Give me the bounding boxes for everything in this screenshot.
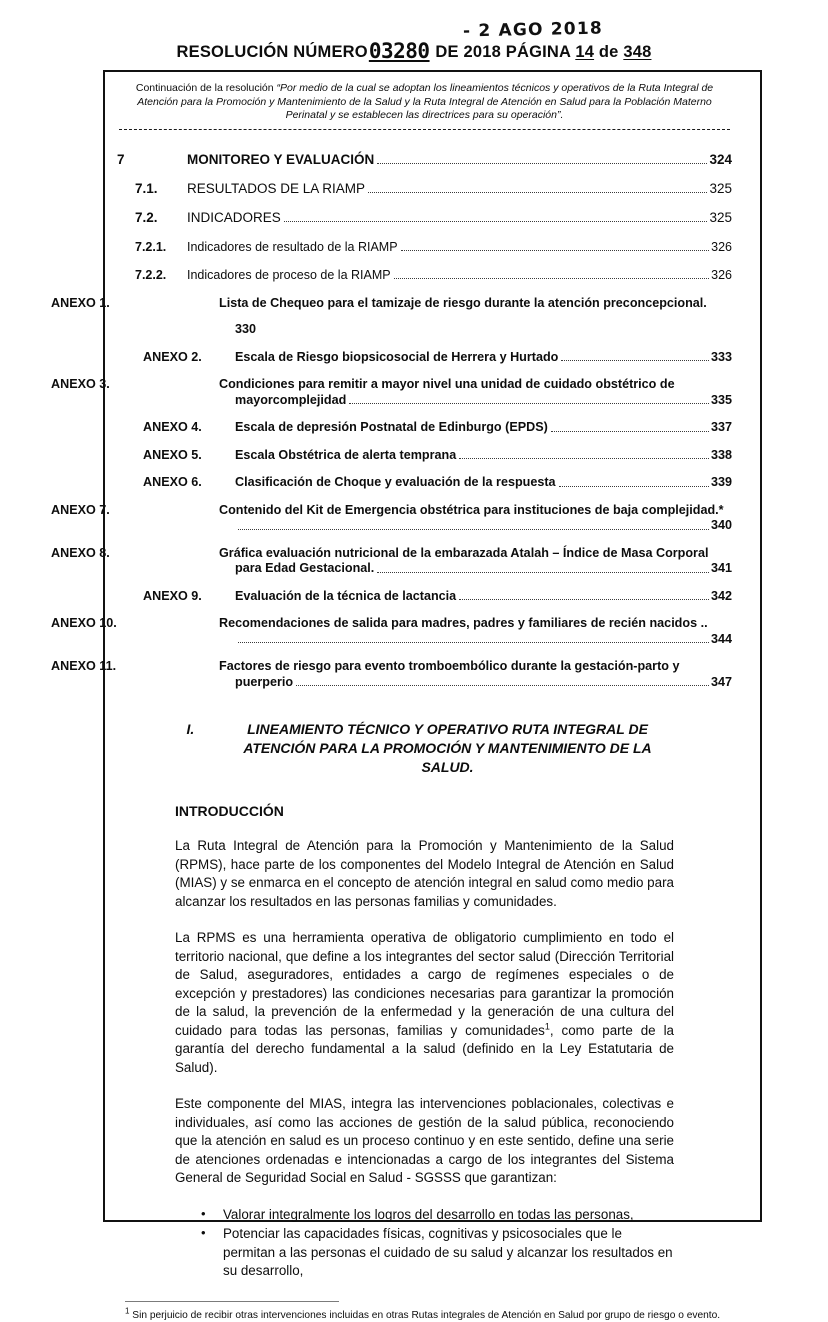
annex-continuation-line <box>117 631 732 648</box>
list-item: • Valorar integralmente los logros del desarrollo en todas las personas, <box>175 1206 674 1225</box>
annex-continuation-line <box>117 517 732 534</box>
toc-number: 7.2.2. <box>135 267 187 283</box>
page-border-frame <box>103 70 762 1222</box>
body-paragraph-with-footnote <box>175 929 674 1077</box>
annex-label: ANEXO 9. <box>143 588 235 605</box>
dashed-separator <box>119 129 730 130</box>
toc-annex-entry[interactable] <box>117 295 732 312</box>
footnote-number: 1 <box>125 1306 129 1315</box>
continuation-note <box>117 80 732 123</box>
toc-page-number: 330 <box>235 322 256 336</box>
toc-number: 7.1. <box>135 181 187 197</box>
page-of-label: de <box>599 43 619 61</box>
annex-label: ANEXO 2. <box>143 349 235 366</box>
toc-page-number: 324 <box>709 152 732 168</box>
resolution-middle: DE 2018 PÁGINA <box>435 43 570 61</box>
toc-title: MONITOREO Y EVALUACIÓN <box>187 152 374 168</box>
toc-number: 7.2. <box>135 210 187 226</box>
footnote <box>125 1309 724 1322</box>
toc-title: RESULTADOS DE LA RIAMP <box>187 181 365 197</box>
toc-page-number: 342 <box>711 588 732 605</box>
resolution-prefix: RESOLUCIÓN NÚMERO <box>177 43 368 61</box>
toc-leader-dots <box>551 431 709 432</box>
footnote-text: Sin perjuicio de recibir otras intervenciones incluidas en otras Rutas integrales de Atención en Salud por grupo de riesgo o evento. <box>129 1310 720 1321</box>
annex-continuation-line <box>117 392 732 409</box>
toc-title: Indicadores de proceso de la RIAMP <box>187 267 391 283</box>
continuation-lead: Continuación de la resolución <box>136 82 277 94</box>
annex-label: ANEXO 11. <box>143 658 219 675</box>
toc-leader-dots <box>296 685 709 686</box>
toc-annex-entry[interactable] <box>117 474 732 491</box>
annex-label: ANEXO 3. <box>143 376 219 393</box>
table-of-contents <box>117 152 732 691</box>
date-stamp: - 2 AGO 2018 <box>463 19 603 42</box>
toc-leader-dots <box>238 642 709 643</box>
body-paragraph: Este componente del MIAS, integra las intervenciones poblacionales, colectivas e individuales, así como las acciones de gestión de la salud pública, reconociendo que la atención en salud es un proceso continuo y en este sentido, define una serie de atenciones ordenadas e intencionadas a cargo de los integrantes del Sistema General de Seguridad Social en Salud - SGSSS que garantizan: <box>175 1095 674 1188</box>
toc-page-number: 335 <box>711 392 732 409</box>
toc-title: Indicadores de resultado de la RIAMP <box>187 239 398 255</box>
annex-label: ANEXO 4. <box>143 419 235 436</box>
toc-entry[interactable] <box>117 152 732 168</box>
annex-title: Recomendaciones de salida para madres, padres y familiares de recién nacidos .. <box>219 616 708 630</box>
toc-annex-entry[interactable] <box>117 588 732 605</box>
toc-page-number: 333 <box>711 349 732 366</box>
annex-label: ANEXO 7. <box>143 502 219 519</box>
page-number: 14 <box>575 43 594 61</box>
annex-title-line2: puerperio <box>235 674 293 691</box>
annex-continuation-line <box>117 560 732 577</box>
annex-label: ANEXO 6. <box>143 474 235 491</box>
toc-page-number: 341 <box>711 560 732 577</box>
footnote-separator <box>125 1301 339 1302</box>
toc-page-number: 325 <box>709 181 732 197</box>
annex-title: Gráfica evaluación nutricional de la embarazada Atalah – Índice de Masa Corporal <box>219 546 708 560</box>
annex-title: Escala de Riesgo biopsicosocial de Herrera y Hurtado <box>235 349 558 366</box>
total-pages: 348 <box>623 43 651 61</box>
page-content <box>117 80 732 1216</box>
annex-title: Lista de Chequeo para el tamizaje de riesgo durante la atención preconcepcional. <box>219 296 707 310</box>
toc-annex-entry[interactable] <box>117 349 732 366</box>
annex-label: ANEXO 1. <box>143 295 219 312</box>
toc-annex-entry[interactable] <box>117 658 732 675</box>
toc-page-number: 325 <box>709 210 732 226</box>
toc-leader-dots <box>401 250 710 251</box>
toc-leader-dots <box>377 572 709 573</box>
resolution-number-stamp: 03280 <box>369 39 430 63</box>
section-numeral: I. <box>187 720 233 777</box>
section-heading <box>117 720 732 777</box>
toc-leader-dots <box>238 529 709 530</box>
toc-page-number: 326 <box>711 267 732 283</box>
body-paragraph: La Ruta Integral de Atención para la Promoción y Mantenimiento de la Salud (RPMS), hace parte de los componentes del Modelo Integral de Atención en Salud (MIAS) y se enmarca en el concepto de atención integral en salud como medio para alcanzar los resultados en las personas familias y comunidades. <box>175 837 674 911</box>
annex-title: Escala Obstétrica de alerta temprana <box>235 447 456 464</box>
toc-number: 7 <box>117 152 187 168</box>
toc-annex-entry[interactable] <box>117 545 732 562</box>
annex-title: Evaluación de la técnica de lactancia <box>235 588 456 605</box>
document-header <box>0 0 828 70</box>
toc-leader-dots <box>561 360 709 361</box>
annex-title: Condiciones para remitir a mayor nivel una unidad de cuidado obstétrico de <box>219 377 675 391</box>
annex-title: Contenido del Kit de Emergencia obstétrica para instituciones de baja complejidad.* <box>219 503 724 517</box>
annex-title-line2: mayorcomplejidad <box>235 392 346 409</box>
toc-page-number: 337 <box>711 419 732 436</box>
toc-title: INDICADORES <box>187 210 281 226</box>
annex-continuation-line <box>117 674 732 691</box>
toc-leader-dots <box>368 192 707 193</box>
toc-entry[interactable] <box>117 267 732 283</box>
toc-page-number: 339 <box>711 474 732 491</box>
toc-annex-entry[interactable] <box>117 376 732 393</box>
toc-leader-dots <box>284 221 708 222</box>
toc-page-number: 344 <box>711 631 732 648</box>
toc-page-number: 340 <box>711 517 732 534</box>
footnote-marker[interactable]: 1 <box>545 1021 550 1031</box>
annex-label: ANEXO 5. <box>143 447 235 464</box>
toc-leader-dots <box>459 458 709 459</box>
annex-label: ANEXO 10. <box>143 615 219 632</box>
bullet-list <box>175 1206 674 1281</box>
toc-entry[interactable] <box>117 239 732 255</box>
resolution-header-line <box>0 38 828 62</box>
toc-leader-dots <box>349 403 709 404</box>
toc-page-number: 347 <box>711 674 732 691</box>
annex-title-line2: para Edad Gestacional. <box>235 560 374 577</box>
toc-leader-dots <box>559 486 709 487</box>
annex-title: Factores de riesgo para evento tromboembólico durante la gestación-parto y <box>219 659 679 673</box>
continuation-quote: “Por medio de la cual se adoptan los lineamientos técnicos y operativos de la Ruta Integral de Atención para la Promoción y Mantenimiento de la Salud y la Ruta Integral de Atención en Salud para la Población Materno Perinatal y se establecen las directrices para su operación”. <box>137 82 713 121</box>
paragraph-text-before-footnote: La RPMS es una herramienta operativa de obligatorio cumplimiento en todo el territorio nacional, que define a los integrantes del sector salud (Dirección Territorial de Salud, aseguradores, entidades a cargo de regímenes especiales o de excepción y prestadores) las condiciones necesarias para garantizar la promoción de la salud, la prevención de la enfermedad y la generación de una cultura del cuidado para todas las personas, familias y comunidades <box>175 930 674 1038</box>
toc-number: 7.2.1. <box>135 239 187 255</box>
toc-page-number: 326 <box>711 239 732 255</box>
introduction-heading: INTRODUCCIÓN <box>175 803 732 819</box>
toc-annex-entry[interactable] <box>117 419 732 436</box>
toc-annex-entry[interactable] <box>117 447 732 464</box>
toc-page-number: 338 <box>711 447 732 464</box>
annex-title: Escala de depresión Postnatal de Edinburgo (EPDS) <box>235 419 548 436</box>
list-item: • Potenciar las capacidades físicas, cognitivas y psicosociales que le permitan a las personas el cuidado de su salud y alcanzar los resultados en su desarrollo, <box>175 1225 674 1281</box>
toc-leader-dots <box>459 599 709 600</box>
toc-entry[interactable] <box>117 181 732 197</box>
toc-entry[interactable] <box>117 210 732 226</box>
annex-title: Clasificación de Choque y evaluación de la respuesta <box>235 474 556 491</box>
paragraph-text-after-footnote: , como parte de la garantía del derecho fundamental a la salud (definido en la Ley Estatutaria de Salud). <box>175 1023 674 1075</box>
section-title: LINEAMIENTO TÉCNICO Y OPERATIVO RUTA INTEGRAL DE ATENCIÓN PARA LA PROMOCIÓN Y MANTENIMIENTO DE LA SALUD. <box>233 720 663 777</box>
annex-page-line <box>117 321 732 338</box>
toc-leader-dots <box>394 278 710 279</box>
toc-annex-entry[interactable] <box>117 615 732 632</box>
toc-annex-entry[interactable] <box>117 502 732 519</box>
toc-leader-dots <box>377 163 707 164</box>
annex-label: ANEXO 8. <box>143 545 219 562</box>
